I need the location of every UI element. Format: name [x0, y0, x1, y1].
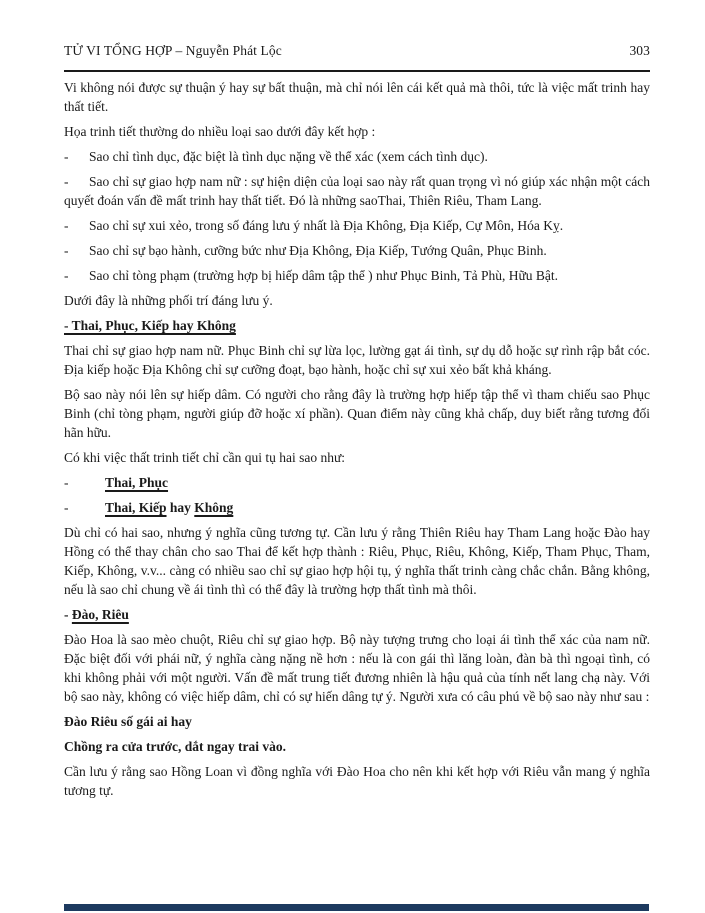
text-segment: hay — [166, 500, 195, 515]
bullet-item — [64, 241, 650, 260]
running-title: TỬ VI TỔNG HỢP – Nguyễn Phát Lộc — [64, 43, 282, 58]
paragraph — [64, 122, 650, 141]
verse-line — [64, 737, 650, 756]
bullet-dash: - — [64, 218, 69, 233]
bullet-item — [64, 172, 650, 210]
text-segment: Vi không nói được sự thuận ý hay sự bất thuận, mà chỉ nói lên cái kết quả mà thôi, tức là việc mất trinh hay thất tiết. — [64, 80, 650, 114]
bullet-dash: - — [64, 149, 69, 164]
bullet-dash: - — [64, 243, 69, 258]
page-header — [64, 43, 650, 59]
paragraph — [64, 291, 650, 310]
bullet-dash: - — [64, 174, 69, 189]
paragraph — [64, 385, 650, 442]
text-segment: Thai, Phục — [105, 475, 169, 490]
text-segment: Cần lưu ý rằng sao Hồng Loan vì đồng nghĩa với Đào Hoa cho nên khi kết hợp với Riêu vẫn mang ý nghĩa tương tự. — [64, 764, 650, 798]
bullet-item — [64, 147, 650, 166]
paragraph — [64, 341, 650, 379]
paragraph — [64, 78, 650, 116]
text-segment: - Thai, Phục, Kiếp hay Không — [64, 318, 236, 333]
page-number: 303 — [629, 43, 650, 58]
text-segment: Thai chỉ sự giao hợp nam nữ. Phục Binh chỉ sự lừa lọc, lường gạt ái tình, sự dụ dỗ hoặc sự rình rập bắt cóc. Địa kiếp hoặc Địa Không chỉ sự cưỡng đoạt, bạo hành, hoặc chỉ sự xui xẻo bất khả kháng. — [64, 343, 650, 377]
text-segment: Thai, Kiếp — [105, 500, 167, 515]
bottom-bar — [64, 904, 649, 911]
paragraph — [64, 630, 650, 706]
header-rule — [64, 70, 650, 72]
text-segment: Sao chỉ tòng phạm (trường hợp bị hiếp dâm tập thể ) như Phục Binh, Tả Phù, Hữu Bật. — [89, 268, 559, 283]
page-body — [64, 78, 650, 800]
text-segment: Bộ sao này nói lên sự hiếp dâm. Có người cho rằng đây là trường hợp hiếp tập thể vì tham chiếu sao Phục Binh (chỉ tòng phạm, người giúp đỡ hoặc xí phần). Quan điểm này cũng khả chấp, duy biết rằng tương đối hãn hữu. — [64, 387, 650, 440]
bullet-dash: - — [64, 268, 69, 283]
text-segment: Đào Hoa là sao mèo chuột, Riêu chỉ sự giao hợp. Bộ này tượng trưng cho loại ái tình thể xác của nam nữ. Đặc biệt đối với phái nữ, ý nghĩa càng nặng nề hơn : nếu là con gái thì lăng loàn, đàn bà thì ngoại tình, có khi không phải với một người. Vấn đề mất trung tiết đương nhiên là hậu quả của tính nết lang chạ này. Với bộ sao này, không có việc hiếp dâm, chỉ có sự hiến dâng tự ý. Người xưa có câu phú về bộ sao này như sau : — [64, 632, 650, 704]
paragraph — [64, 762, 650, 800]
text-segment: Sao chỉ sự xui xẻo, trong số đáng lưu ý nhất là Địa Không, Địa Kiếp, Cự Môn, Hóa Kỵ. — [89, 218, 564, 233]
text-segment: Đào, Riêu — [71, 607, 129, 622]
sub-bullet-item — [64, 498, 650, 517]
text-segment: Sao chỉ tình dục, đặc biệt là tình dục nặng về thể xác (xem cách tình dục). — [89, 149, 488, 164]
text-segment: Chồng ra cửa trước, dắt ngay trai vào. — [64, 739, 287, 754]
bullet-item — [64, 216, 650, 235]
section-heading — [64, 605, 650, 624]
sub-bullet-item — [64, 473, 650, 492]
text-segment: Sao chỉ sự bạo hành, cưỡng bức như Địa Không, Địa Kiếp, Tướng Quân, Phục Binh. — [89, 243, 547, 258]
text-segment: Có khi việc thất trinh tiết chỉ cần qui tụ hai sao như: — [64, 450, 346, 465]
text-segment: Dù chỉ có hai sao, nhưng ý nghĩa cũng tương tự. Cần lưu ý rằng Thiên Riêu hay Tham Lang hoặc Đào hay Hồng có thể thay chân cho sao Thai để kết hợp thành : Riêu, Phục, Riêu, Không, Kiếp, Tham Phục, Tham, Kiếp, Không, v.v... càng có nhiều sao chỉ sự giao hợp hội tụ, ý nghĩa thất trinh càng chắc chắn. Bằng không, nếu là sao chỉ chung về ái tình thì có thể đây là trường hợp thất tình mà thôi. — [64, 525, 650, 597]
text-segment: Sao chỉ sự giao hợp nam nữ : sự hiện diện của loại sao này rất quan trọng vì nó giúp xác nhận một cách quyết đoán vấn đề mất trinh hay thất tiết. Đó là những saoThai, Thiên Riêu, Tham Lang. — [64, 174, 650, 208]
verse-line — [64, 712, 650, 731]
text-segment: Đào Riêu số gái ai hay — [64, 714, 192, 729]
text-segment: - — [64, 607, 72, 622]
text-segment: Dưới đây là những phối trí đáng lưu ý. — [64, 293, 273, 308]
bullet-item — [64, 266, 650, 285]
paragraph — [64, 448, 650, 467]
text-segment: Họa trinh tiết thường do nhiều loại sao dưới đây kết hợp : — [64, 124, 376, 139]
bullet-dash: - — [64, 500, 69, 515]
paragraph — [64, 523, 650, 599]
text-segment: Không — [194, 500, 234, 515]
bullet-dash: - — [64, 475, 69, 490]
section-heading — [64, 316, 650, 335]
